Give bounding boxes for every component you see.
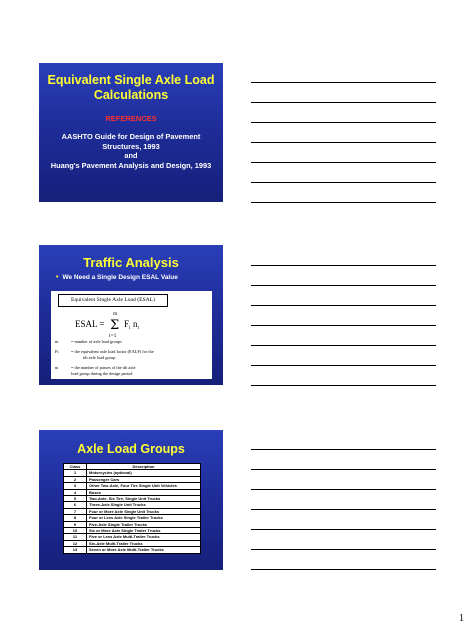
legend-description: ith axle load group — [83, 355, 116, 360]
legend-symbol: Fi — [55, 349, 59, 354]
class-cell: 2 — [64, 476, 87, 482]
note-line — [251, 202, 436, 203]
esal-formula — [73, 308, 163, 342]
note-line — [251, 305, 436, 306]
description-cell: Buses — [87, 489, 201, 495]
legend-description: = the equivalent axle load factor (EALF) for the — [71, 349, 154, 354]
class-cell: 8 — [64, 515, 87, 521]
note-line — [251, 122, 436, 123]
class-cell: 1 — [64, 470, 87, 476]
class-cell: 9 — [64, 521, 87, 527]
sum-lower-limit: i=1 — [109, 333, 117, 339]
description-cell: Five or Less Axle Multi-Trailer Trucks — [87, 534, 201, 540]
note-line — [251, 265, 436, 266]
slide2-title: Traffic Analysis — [83, 255, 179, 270]
description-cell: Four or Less Axle Single Trailer Trucks — [87, 515, 201, 521]
legend-symbol: m — [55, 339, 59, 344]
esal-definition-box — [51, 291, 212, 379]
note-line — [251, 162, 436, 163]
class-cell: 13 — [64, 547, 87, 553]
note-line — [251, 569, 436, 570]
note-line — [251, 345, 436, 346]
reference-aashto: AASHTO Guide for Design of Pavement Structures, 1993 — [61, 132, 201, 151]
description-cell: Other Two-Axle, Four Tire Single Unit Vehicles — [87, 483, 201, 489]
table-row — [64, 547, 201, 553]
description-cell: Motorcycles (optional) — [87, 470, 201, 476]
description-cell: Five-Axle Single Trailer Trucks — [87, 521, 201, 527]
formula-lhs: ESAL = — [75, 319, 105, 329]
note-line — [251, 142, 436, 143]
description-cell: Six-Axle Multi-Trailer Trucks — [87, 540, 201, 546]
bullet-icon: • — [56, 274, 59, 281]
class-cell: 11 — [64, 534, 87, 540]
description-cell: Seven or More Axle Multi-Trailer Trucks — [87, 547, 201, 553]
table-body — [64, 470, 201, 553]
column-header-description: Description — [87, 464, 201, 470]
slide-esal-calculations — [39, 63, 223, 202]
note-line — [251, 509, 436, 510]
note-line — [251, 182, 436, 183]
class-cell: 7 — [64, 508, 87, 514]
class-cell: 5 — [64, 496, 87, 502]
bullet-text: We Need a Single Design ESAL Value — [62, 274, 178, 281]
note-line — [251, 285, 436, 286]
slide-traffic-analysis — [39, 245, 223, 385]
class-cell: 3 — [64, 483, 87, 489]
description-cell: Two-Axle, Six Tire, Single Unit Trucks — [87, 496, 201, 502]
slide-axle-load-groups — [39, 430, 223, 570]
bullet-item — [56, 274, 223, 281]
formula-subscript-f: i — [129, 326, 131, 331]
legend-description: = number of axle load groups — [71, 339, 122, 344]
column-header-class: Class — [64, 464, 87, 470]
formula-term-n: n — [133, 319, 138, 329]
slide1-title: Equivalent Single Axle Load Calculations — [47, 73, 215, 102]
note-line — [251, 469, 436, 470]
description-cell: Six or More Axle Single Trailer Trucks — [87, 528, 201, 534]
class-cell: 4 — [64, 489, 87, 495]
note-line — [251, 529, 436, 530]
class-cell: 12 — [64, 540, 87, 546]
note-line — [251, 102, 436, 103]
note-line — [251, 82, 436, 83]
description-cell: Passenger Cars — [87, 476, 201, 482]
formula-term-f: F — [124, 319, 130, 329]
note-line — [251, 449, 436, 450]
legend-description: load group during the design period — [71, 371, 133, 376]
sum-upper-limit: m — [113, 311, 118, 317]
note-line — [251, 385, 436, 386]
references-heading: REFERENCES — [105, 114, 157, 123]
reference-huang: Huang's Pavement Analysis and Design, 1993 — [50, 160, 212, 170]
summation-icon: Σ — [110, 318, 120, 333]
axle-load-groups-table — [63, 463, 201, 554]
class-cell: 6 — [64, 502, 87, 508]
legend-description: = the number of passes of the ith axle — [71, 365, 136, 370]
page-number: 1 — [459, 613, 464, 624]
esal-box-caption: Equivalent Single Axle Load (ESAL) — [58, 294, 168, 307]
formula-subscript-n: i — [138, 326, 140, 331]
reference-connector: and — [124, 151, 138, 161]
note-line — [251, 325, 436, 326]
note-line — [251, 549, 436, 550]
description-cell: Four or More Axle Single Unit Trucks — [87, 508, 201, 514]
legend-symbol: ni — [55, 365, 59, 370]
note-line — [251, 365, 436, 366]
slide3-title: Axle Load Groups — [77, 442, 185, 456]
description-cell: Three-Axle Single Unit Trucks — [87, 502, 201, 508]
class-cell: 10 — [64, 528, 87, 534]
note-line — [251, 489, 436, 490]
